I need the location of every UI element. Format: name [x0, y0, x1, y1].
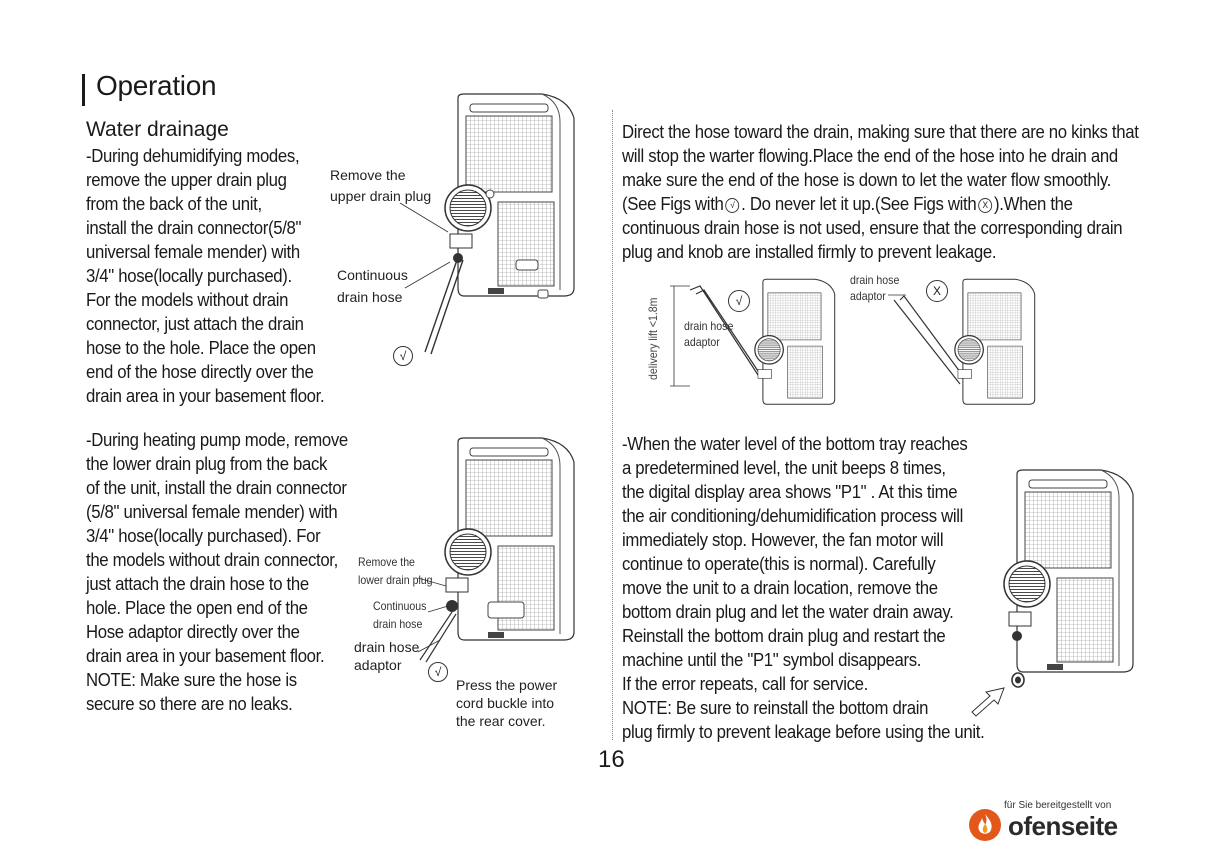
text-line: NOTE: Make sure the hose is — [86, 670, 297, 690]
text-line-with-symbols: (See Figs with √ . Do never let it up.(See Figs with X ).When the — [622, 194, 1073, 214]
text-line: end of the hose directly over the — [86, 362, 314, 382]
brand-note: für Sie bereitgestellt von — [1004, 800, 1112, 811]
label-adaptor-ok: drain hose — [684, 319, 734, 333]
label-drain-hose-2: drain hose — [373, 617, 423, 631]
brand-logo-text: ofenseite — [1008, 811, 1118, 841]
text-line: secure so there are no leaks. — [86, 694, 293, 714]
section-title: Water drainage — [86, 118, 229, 141]
text-line: machine until the "P1" symbol disappears. — [622, 650, 922, 670]
text-line: from the back of the unit, — [86, 194, 262, 214]
check-circle-icon: √ — [728, 290, 750, 312]
text-line: -When the water level of the bottom tray reaches — [622, 434, 968, 454]
label-delivery-lift: delivery lift <1.8m — [646, 297, 660, 380]
check-circle-icon: √ — [393, 346, 413, 366]
text-line: move the unit to a drain location, remove the — [622, 578, 938, 598]
page-number: 16 — [598, 746, 625, 773]
text-line: 3/4" hose(locally purchased). — [86, 266, 292, 286]
text-line: Hose adaptor directly over the — [86, 622, 300, 642]
text-line: make sure the end of the hose is down to let the water flow smoothly. — [622, 170, 1112, 190]
label-remove-upper-2: upper drain plug — [330, 188, 432, 204]
text-line: -During heating pump mode, remove — [86, 430, 348, 450]
text-line: remove the upper drain plug — [86, 170, 287, 190]
text-line: will stop the warter flowing.Place the end of the hose into he drain and — [622, 146, 1118, 166]
cross-circle-icon: X — [926, 280, 948, 302]
label-continuous-2: Continuous — [373, 599, 427, 613]
text-line: drain area in your basement floor. — [86, 646, 325, 666]
text-line: (5/8" universal female mender) with — [86, 502, 338, 522]
text-line: 3/4" hose(locally purchased). For — [86, 526, 321, 546]
text-line: install the drain connector(5/8" — [86, 218, 302, 238]
check-circle-icon: √ — [428, 662, 448, 682]
text-line: NOTE: Be sure to reinstall the bottom drain — [622, 698, 929, 718]
text-line: the lower drain plug from the back — [86, 454, 328, 474]
text-line: hose to the hole. Place the open — [86, 338, 316, 358]
text-line: hole. Place the open end of the — [86, 598, 308, 618]
text-line: immediately stop. However, the fan motor will — [622, 530, 944, 550]
label-adaptor-bad-2: adaptor — [850, 289, 886, 303]
text-line: drain area in your basement floor. — [86, 386, 325, 406]
label-hose-adaptor: drain hose — [354, 639, 420, 655]
text-line: Reinstall the bottom drain plug and restart the — [622, 626, 946, 646]
label-press-cord-3: the rear cover. — [456, 713, 546, 729]
text-line: For the models without drain — [86, 290, 289, 310]
text-line: a predetermined level, the unit beeps 8 times, — [622, 458, 946, 478]
text-line: of the unit, install the drain connector — [86, 478, 347, 498]
text-line: continue to operate(this is normal). Carefully — [622, 554, 936, 574]
label-adaptor-ok-2: adaptor — [684, 335, 720, 349]
text-line: Direct the hose toward the drain, making sure that there are no kinks that — [622, 122, 1139, 142]
label-adaptor-bad: drain hose — [850, 273, 900, 287]
cross-symbol: X — [978, 198, 992, 213]
text-line: plug firmly to prevent leakage before using the unit. — [622, 722, 985, 742]
flame-icon — [968, 808, 1002, 842]
text-line: just attach the drain hose to the — [86, 574, 309, 594]
page-title: Operation — [96, 70, 217, 101]
text-line: the models without drain connector, — [86, 550, 338, 570]
label-press-cord: Press the power — [456, 677, 558, 693]
label-remove-upper: Remove the — [330, 167, 406, 183]
label-remove-lower-2: lower drain plug — [358, 573, 433, 587]
text-line: continuous drain hose is not used, ensure that the corresponding drain — [622, 218, 1123, 238]
text-line: plug and knob are installed firmly to prevent leakage. — [622, 242, 997, 262]
label-remove-lower: Remove the — [358, 555, 415, 569]
label-hose-adaptor-2: adaptor — [354, 657, 402, 673]
label-press-cord-2: cord buckle into — [456, 695, 555, 711]
label-continuous: Continuous — [337, 267, 408, 283]
text-line: bottom drain plug and let the water drain away. — [622, 602, 954, 622]
check-symbol: √ — [725, 198, 739, 213]
text-line: -During dehumidifying modes, — [86, 146, 300, 166]
label-drain-hose: drain hose — [337, 289, 403, 305]
text-line: connector, just attach the drain — [86, 314, 304, 334]
text-line: universal female mender) with — [86, 242, 300, 262]
text-line: the digital display area shows "P1" . At this time — [622, 482, 958, 502]
text-line: the air conditioning/dehumidification process will — [622, 506, 964, 526]
text-line: If the error repeats, call for service. — [622, 674, 868, 694]
